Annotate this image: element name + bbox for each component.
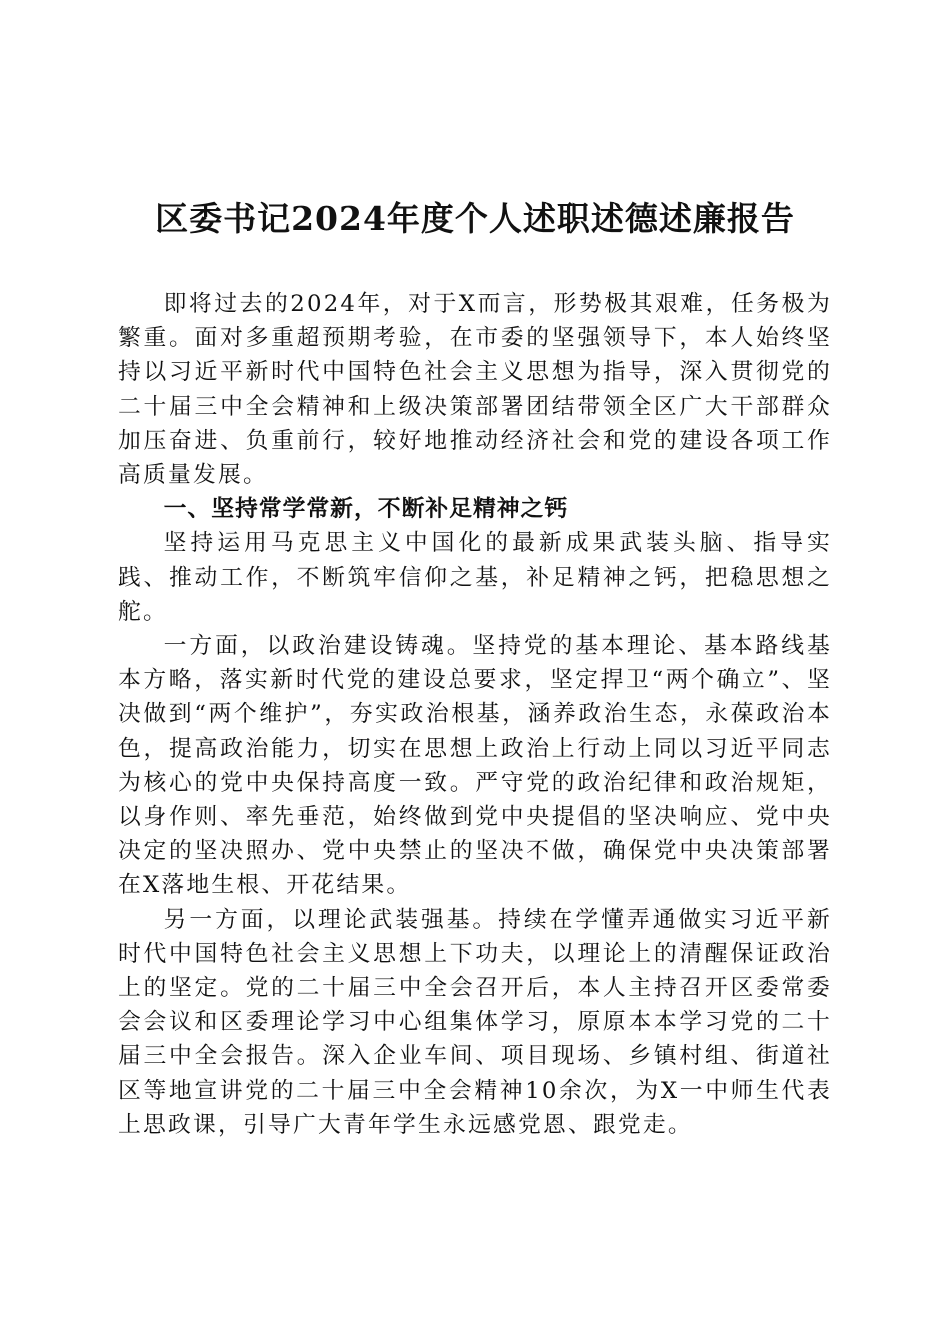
document-body [118,287,832,1142]
political-building-paragraph: 一方面，以政治建设铸魂。坚持党的基本理论、基本路线基本方略，落实新时代党的建设总要求，坚定捍卫“两个确立”、坚决做到“两个维护”，夯实政治根基，涵养政治生态，永葆政治本色，提高政治能力，切实在思想上政治上行动上同以习近平同志为核心的党中央保持高度一致。严守党的政治纪律和政治规矩，以身作则、率先垂范，始终做到党中央提倡的坚决响应、党中央决定的坚决照办、党中央禁止的坚决不做，确保党中央决策部署在X落地生根、开花结果。 [118,633,832,899]
section-1-summary-paragraph: 坚持运用马克思主义中国化的最新成果武装头脑、指导实践、推动工作，不断筑牢信仰之基，补足精神之钙，把稳思想之舵。 [118,530,832,625]
theory-study-paragraph: 另一方面，以理论武装强基。持续在学懂弄通做实习近平新时代中国特色社会主义思想上下功夫，以理论上的清醒保证政治上的坚定。党的二十届三中全会召开后，本人主持召开区委常委会会议和区委理论学习中心组集体学习，原原本本学习党的二十届三中全会报告。深入企业车间、项目现场、乡镇村组、街道社区等地宣讲党的二十届三中全会精神10余次，为X一中师生代表上思政课，引导广大青年学生永远感党恩、跟党走。 [118,906,832,1138]
document-title: 区委书记2024年度个人述职述德述廉报告 [155,199,795,238]
section-heading-1: 一、坚持常学常新，不断补足精神之钙 [163,496,569,523]
intro-paragraph: 即将过去的2024年，对于X而言，形势极其艰难，任务极为繁重。面对多重超预期考验，在市委的坚强领导下，本人始终坚持以习近平新时代中国特色社会主义思想为指导，深入贯彻党的二十届三中全会精神和上级决策部署团结带领全区广大干部群众加压奋进、负重前行，较好地推动经济社会和党的建设各项工作高质量发展。 [118,291,832,489]
